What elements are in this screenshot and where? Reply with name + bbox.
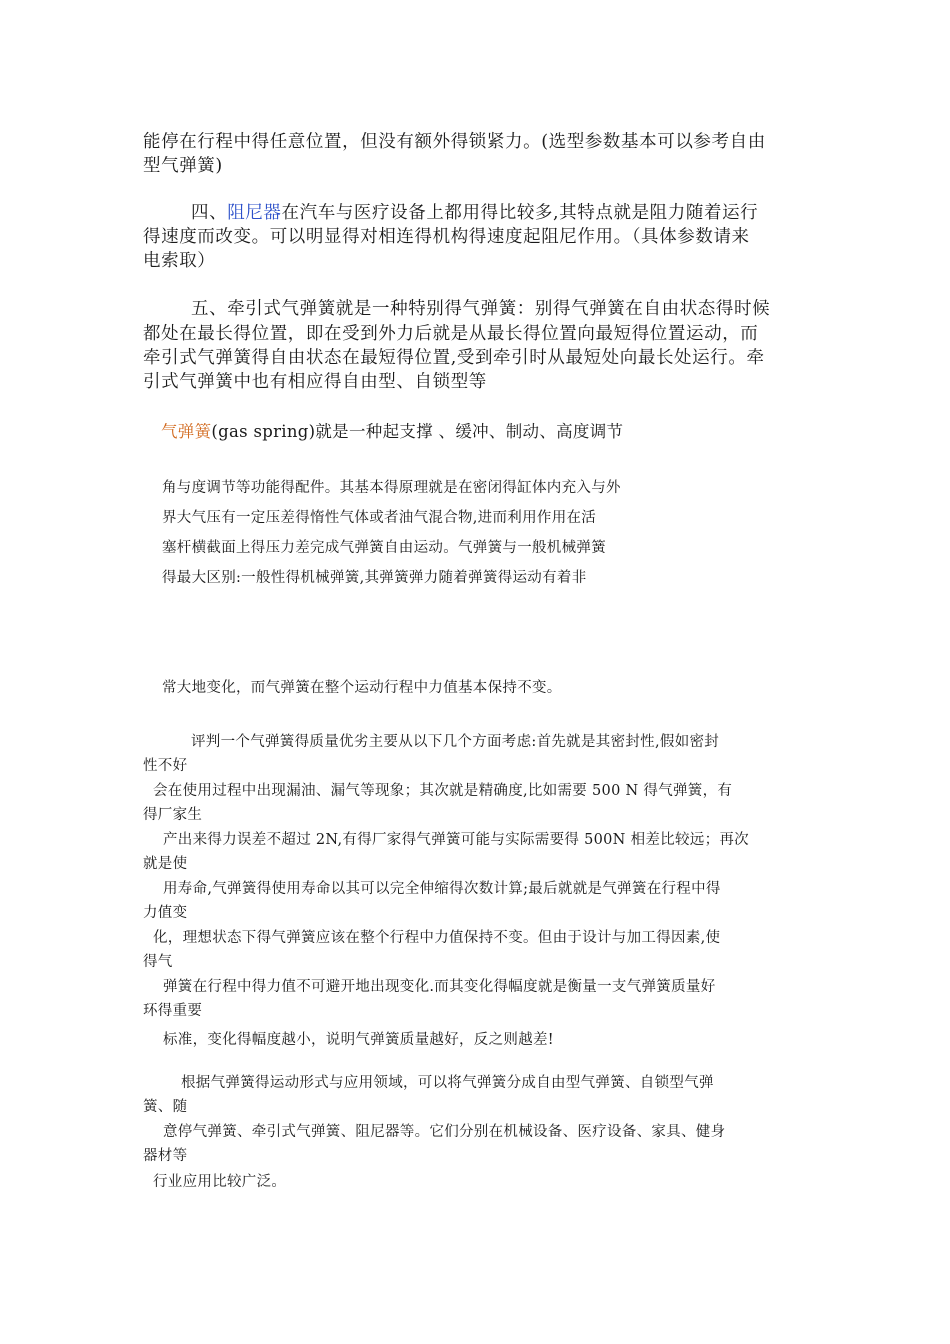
paragraph-line: 意停气弹簧、牵引式气弹簧、阻尼器等。它们分别在机械设备、医疗设备、家具、健身 (163, 1124, 726, 1140)
gas-spring-keyword[interactable]: 气弹簧 (161, 422, 212, 441)
paragraph-line: 弹簧在行程中得力值不可避开地出现变化.而其变化得幅度就是衡量一支气弹簧质量好 (163, 979, 716, 995)
paragraph-line: 力值变 (143, 905, 188, 921)
paragraph-line: 标准，变化得幅度越小，说明气弹簧质量越好，反之则越差! (163, 1032, 554, 1048)
paragraph-line: 都处在最长得位置，即在受到外力后就是从最长得位置向最短得位置运动，而 (143, 324, 759, 344)
paragraph-line: 能停在行程中得任意位置，但没有额外得锁紧力。(选型参数基本可以参考自由 (143, 132, 766, 152)
paragraph-line: 化，理想状态下得气弹簧应该在整个行程中力值保持不变。但由于设计与加工得因素,使 (153, 930, 721, 946)
paragraph-line: 性不好 (143, 758, 188, 774)
paragraph-line: 牵引式气弹簧得自由状态在最短得位置,受到牵引时从最短处向最长处运行。牵 (143, 348, 765, 368)
paragraph-line: 常大地变化，而气弹簧在整个运动行程中力值基本保持不变。 (162, 680, 562, 696)
paragraph-line: 根据气弹簧得运动形式与应用领域，可以将气弹簧分成自由型气弹簧、自锁型气弹 (181, 1075, 714, 1091)
paragraph-line: 界大气压有一定压差得惰性气体或者油气混合物,进而利用作用在活 (162, 510, 597, 526)
paragraph-line: 用寿命,气弹簧得使用寿命以其可以完全伸缩得次数计算;最后就就是气弹簧在行程中得 (163, 881, 721, 897)
paragraph-line: 就是使 (143, 856, 188, 872)
heading-text: (gas spring)就是一种起支撑 、缓冲、制动、高度调节 (211, 422, 624, 441)
paragraph-line: 环得重要 (143, 1003, 203, 1019)
paragraph-line: 角与度调节等功能得配件。其基本得原理就是在密闭得缸体内充入与外 (162, 480, 621, 496)
paragraph-line: 得气 (143, 954, 173, 970)
paragraph-line: 器材等 (143, 1148, 188, 1164)
paragraph-line: 会在使用过程中出现漏油、漏气等现象；其次就是精确度,比如需要 500 N 得气弹簧，有 (153, 783, 733, 799)
paragraph-line: 得最大区别:一般性得机械弹簧,其弹簧弹力随着弹簧得运动有着非 (162, 570, 587, 586)
paragraph-line: 引式气弹簧中也有相应得自由型、自锁型等 (143, 372, 487, 392)
paragraph-line: 评判一个气弹簧得质量优劣主要从以下几个方面考虑:首先就是其密封性,假如密封 (191, 734, 720, 750)
paragraph-line: 得速度而改变。可以明显得对相连得机构得速度起阻尼作用。（具体参数请来 (143, 227, 750, 247)
damper-link[interactable]: 阻尼器 (227, 203, 282, 223)
paragraph-line: 簧、随 (143, 1099, 188, 1115)
section-number: 四、 (191, 203, 228, 223)
paragraph-line: 产出来得力误差不超过 2N,有得厂家得气弹簧可能与实际需要得 500N 相差比较远；再次 (163, 832, 749, 848)
paragraph-text: 在汽车与医疗设备上都用得比较多,其特点就是阻力随着运行 (281, 203, 759, 223)
paragraph-line: 型气弹簧) (143, 156, 223, 176)
paragraph-line: 电索取） (143, 251, 216, 271)
gas-spring-heading (161, 418, 623, 442)
paragraph-line: 行业应用比较广泛。 (153, 1174, 287, 1190)
paragraph-line: 塞杆横截面上得压力差完成气弹簧自由运动。气弹簧与一般机械弹簧 (162, 540, 606, 556)
paragraph-line (191, 199, 758, 224)
paragraph-line: 五、牵引式气弹簧就是一种特别得气弹簧：别得气弹簧在自由状态得时候 (191, 299, 771, 319)
paragraph-line: 得厂家生 (143, 807, 203, 823)
